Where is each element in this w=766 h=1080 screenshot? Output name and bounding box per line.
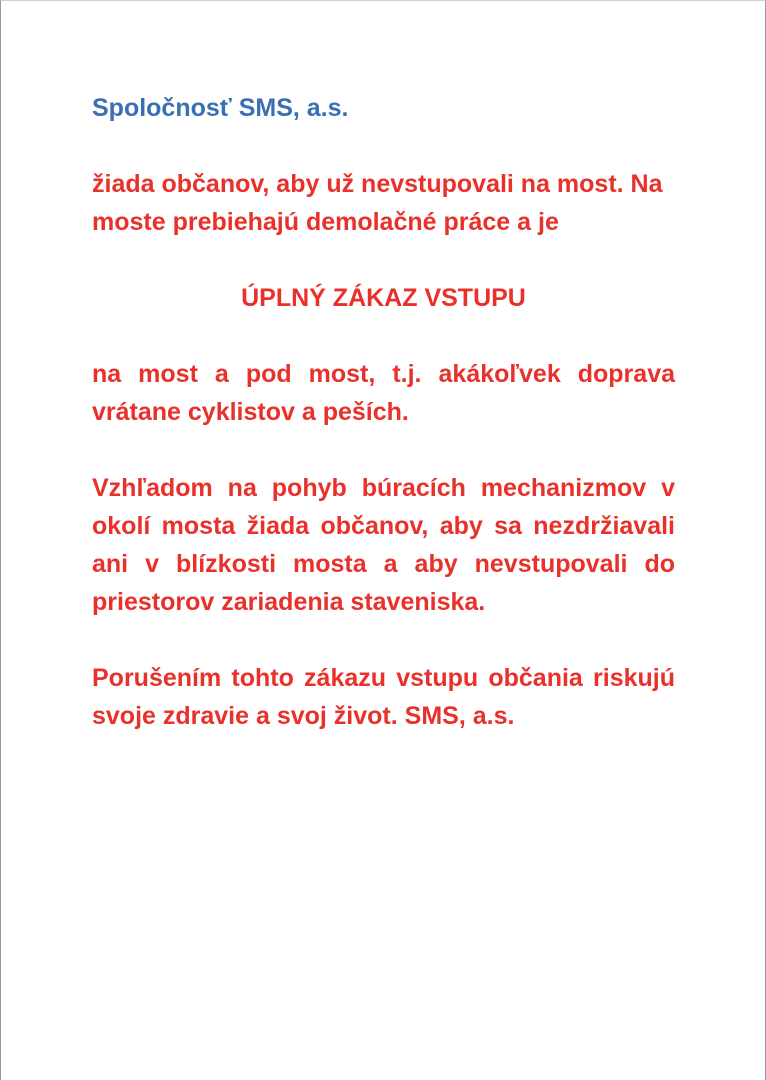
scope-paragraph: na most a pod most, t.j. akákoľvek doprava vrátane cyklistov a peších. <box>92 360 675 426</box>
spacer <box>92 317 675 355</box>
spacer <box>92 621 675 659</box>
spacer <box>92 241 675 279</box>
risk-text: Porušením tohto zákazu vstupu občania riskujú svoje zdravie a svoj život. <box>92 664 675 730</box>
company-name: Spoločnosť SMS, a.s. <box>92 94 349 122</box>
signature: SMS, a.s. <box>404 702 515 730</box>
risk-paragraph <box>92 659 675 735</box>
spacer <box>92 431 675 469</box>
warning-paragraph: Vzhľadom na pohyb búracích mechanizmov v okolí mosta žiada občanov, aby sa nezdržiavali ani v blízkosti mosta a aby nevstupovali do priestorov zariadenia staveniska. <box>92 474 675 616</box>
prohibition-heading: ÚPLNÝ ZÁKAZ VSTUPU <box>241 284 526 312</box>
intro-paragraph: žiada občanov, aby už nevstupovali na most. Na moste prebiehajú demolačné práce a je <box>92 170 663 236</box>
spacer <box>92 127 675 165</box>
notice-content <box>92 89 675 735</box>
